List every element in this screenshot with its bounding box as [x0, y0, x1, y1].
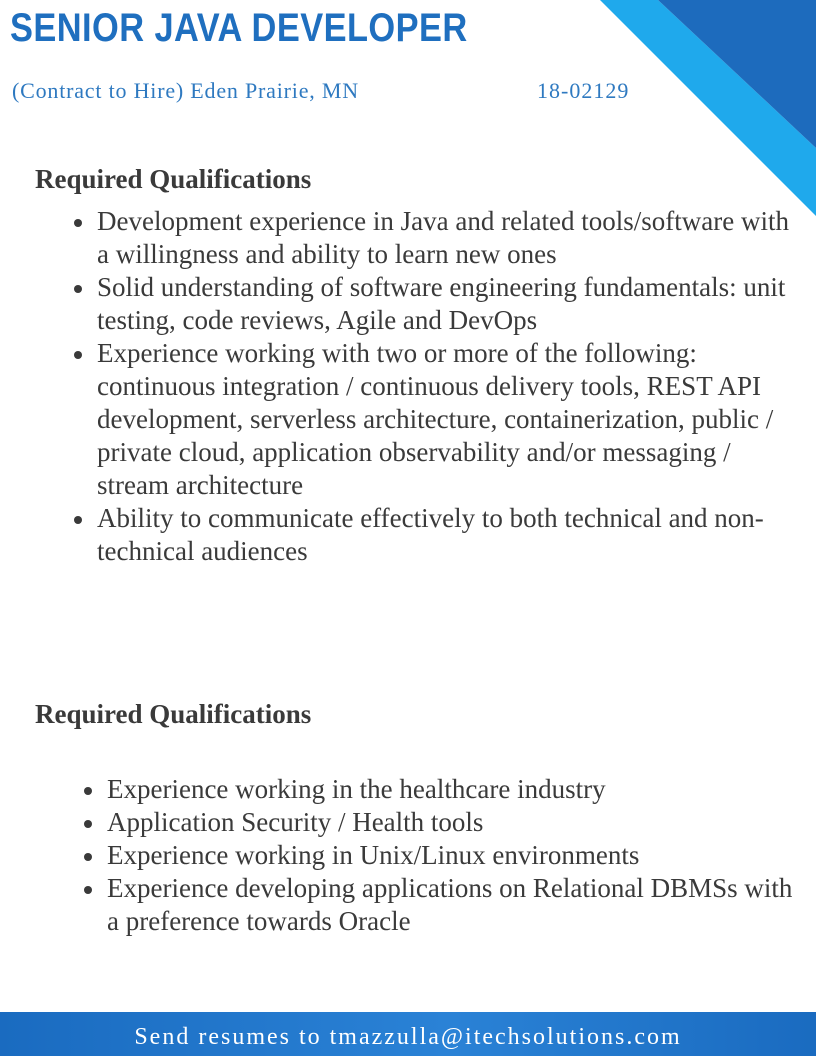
- corner-decoration: [576, 0, 816, 230]
- list-item: [62, 502, 802, 568]
- bullet-icon: [74, 351, 82, 359]
- job-subtitle: (Contract to Hire) Eden Prairie, MN: [12, 78, 359, 103]
- contact-email-text[interactable]: Send resumes to tmazzulla@itechsolutions.com: [134, 1024, 682, 1050]
- list-item-text: Application Security / Health tools: [107, 807, 484, 837]
- list-item-text: Solid understanding of software engineering fundamentals: unit testing, code reviews, Agile and DevOps: [97, 272, 786, 335]
- list-item-text: Experience working with two or more of the following: continuous integration / continuous delivery tools, REST API development, serverless architecture, containerization, public / private cloud, application observability and/or messaging / stream architecture: [97, 338, 774, 500]
- list-item-text: Experience developing applications on Relational DBMSs with a preference towards Oracle: [107, 873, 793, 936]
- list-item: [62, 337, 802, 502]
- list-item-text: Development experience in Java and related tools/software with a willingness and ability to learn new ones: [97, 206, 789, 269]
- bullet-icon: [84, 853, 92, 861]
- bullet-icon: [74, 285, 82, 293]
- list-item-text: Experience working in the healthcare industry: [107, 774, 606, 804]
- list-item: [72, 872, 802, 938]
- section-heading-required: Required Qualifications: [35, 164, 312, 194]
- list-item: [72, 773, 802, 806]
- bullet-icon: [74, 219, 82, 227]
- bullet-icon: [84, 820, 92, 828]
- list-item: [72, 839, 802, 872]
- additional-qualifications-list: [72, 773, 802, 938]
- bullet-icon: [84, 886, 92, 894]
- footer-banner: [0, 1012, 816, 1056]
- list-item: [72, 806, 802, 839]
- required-qualifications-list: [62, 205, 802, 568]
- bullet-icon: [74, 516, 82, 524]
- bullet-icon: [84, 787, 92, 795]
- list-item-text: Experience working in Unix/Linux environments: [107, 840, 640, 870]
- list-item-text: Ability to communicate effectively to both technical and non-technical audiences: [97, 503, 764, 566]
- section-heading-required-2: Required Qualifications: [35, 699, 312, 729]
- list-item: [62, 271, 802, 337]
- job-id: 18-02129: [537, 78, 630, 103]
- list-item: [62, 205, 802, 271]
- job-title: SENIOR JAVA DEVELOPER: [10, 6, 468, 50]
